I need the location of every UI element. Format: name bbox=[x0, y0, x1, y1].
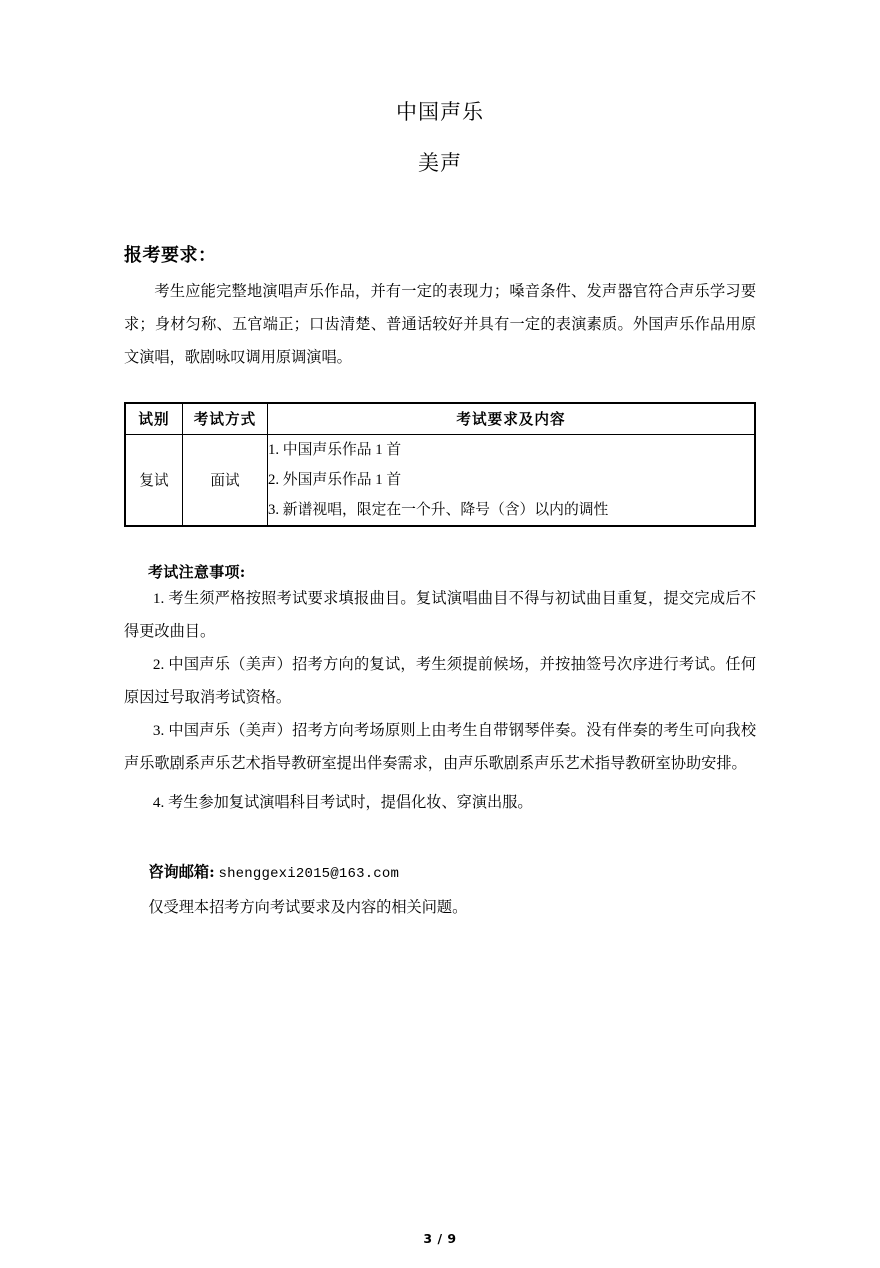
contact-email-address: shenggexi2015@163.com bbox=[218, 865, 400, 882]
table-cell-content bbox=[268, 434, 756, 526]
exam-item: 1. 中国声乐作品 1 首 bbox=[268, 441, 402, 458]
notice-item-2: 2. 中国声乐（美声）招考方向的复试，考生须提前候场，并按抽签号次序进行考试。任何原因过号取消考试资格。 bbox=[124, 655, 756, 706]
page-subtitle: 美声 bbox=[418, 151, 462, 176]
table-cell-stage: 复试 bbox=[125, 434, 183, 526]
contact-email-block bbox=[124, 857, 756, 889]
page-number: 3 / 9 bbox=[423, 1231, 457, 1246]
page-title: 中国声乐 bbox=[396, 100, 484, 124]
requirements-heading: 报考要求： bbox=[124, 244, 217, 266]
table-header-content: 考试要求及内容 bbox=[268, 403, 756, 435]
notice-item-4: 4. 考生参加复试演唱科目考试时，提倡化妆、穿演出服。 bbox=[152, 793, 533, 811]
notice-heading: 考试注意事项: bbox=[148, 562, 246, 581]
notice-item-1: 1. 考生须严格按照考试要求填报曲目。复试演唱曲目不得与初试曲目重复，提交完成后不得更改曲目。 bbox=[124, 589, 756, 640]
document-page bbox=[0, 98, 880, 1268]
exam-item: 3. 新谱视唱，限定在一个升、降号（含）以内的调性 bbox=[268, 501, 609, 518]
table-header-stage: 试别 bbox=[125, 403, 183, 435]
exam-item: 2. 外国声乐作品 1 首 bbox=[268, 471, 402, 488]
table-header-method: 考试方式 bbox=[183, 403, 268, 435]
table-header-row bbox=[125, 403, 755, 435]
contact-email-note: 仅受理本招考方向考试要求及内容的相关问题。 bbox=[148, 898, 468, 916]
table-cell-method: 面试 bbox=[183, 434, 268, 526]
requirements-paragraph: 考生应能完整地演唱声乐作品，并有一定的表现力；嗓音条件、发声器官符合声乐学习要求；身材匀称、五官端正；口齿清楚、普通话较好并具有一定的表演素质。外国声乐作品用原文演唱，歌剧咏叹调用原调演唱。 bbox=[124, 282, 756, 366]
exam-requirements-table bbox=[124, 402, 756, 527]
document-title-block bbox=[124, 98, 756, 179]
notice-item-3: 3. 中国声乐（美声）招考方向考场原则上由考生自带钢琴伴奏。没有伴奏的考生可向我校声乐歌剧系声乐艺术指导教研室提出伴奏需求，由声乐歌剧系声乐艺术指导教研室协助安排。 bbox=[124, 721, 756, 772]
contact-email-label: 咨询邮箱: bbox=[148, 862, 215, 881]
table-row bbox=[125, 434, 755, 526]
